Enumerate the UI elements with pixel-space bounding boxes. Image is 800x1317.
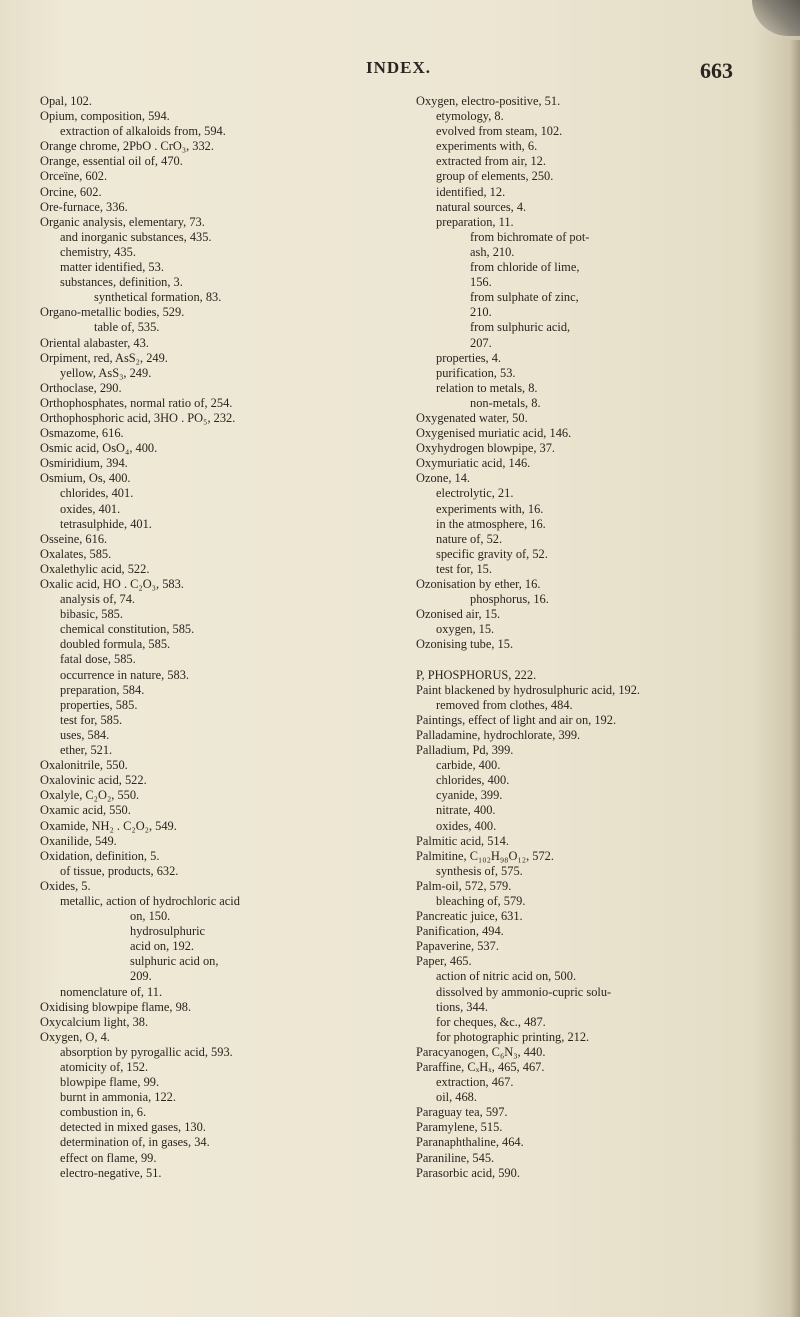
index-entry: chlorides, 401. bbox=[60, 486, 134, 501]
index-entry: Oxalates, 585. bbox=[40, 546, 112, 561]
index-entry: 209. bbox=[130, 969, 152, 984]
index-entry: properties, 585. bbox=[60, 697, 138, 712]
index-entry: properties, 4. bbox=[436, 350, 502, 365]
index-entry: Paint blackened by hydrosulphuric acid, 192. bbox=[416, 682, 641, 697]
index-entry: Oxalyle, C₂O₂, 550. bbox=[40, 788, 140, 803]
index-entry: 156. bbox=[470, 275, 492, 290]
index-entry: for photographic printing, 212. bbox=[436, 1029, 590, 1044]
index-entry: effect on flame, 99. bbox=[60, 1150, 157, 1165]
index-entry: Opium, composition, 594. bbox=[40, 109, 170, 124]
index-entry: Oxalovinic acid, 522. bbox=[40, 773, 147, 788]
index-entry: Paraguay tea, 597. bbox=[416, 1105, 508, 1120]
index-entry: table of, 535. bbox=[94, 320, 160, 335]
index-entry: etymology, 8. bbox=[436, 109, 504, 124]
index-entry: Oxymuriatic acid, 146. bbox=[416, 456, 531, 471]
index-entry: detected in mixed gases, 130. bbox=[60, 1120, 206, 1135]
index-entry: evolved from steam, 102. bbox=[436, 124, 563, 139]
page-curl bbox=[752, 0, 800, 36]
index-entry: carbide, 400. bbox=[436, 758, 501, 773]
index-entry: Oxycalcium light, 38. bbox=[40, 1014, 149, 1029]
index-entry: sulphuric acid on, bbox=[130, 954, 219, 969]
index-entry: phosphorus, 16. bbox=[470, 592, 549, 607]
index-entry: Paraniline, 545. bbox=[416, 1150, 495, 1165]
index-entry: electro-negative, 51. bbox=[60, 1165, 162, 1180]
index-entry: Palladium, Pd, 399. bbox=[416, 743, 514, 758]
index-entry: Oxidising blowpipe flame, 98. bbox=[40, 999, 192, 1014]
index-entry: oil, 468. bbox=[436, 1090, 477, 1105]
index-entry: Oxamic acid, 550. bbox=[40, 803, 131, 818]
index-entry: Orthoclase, 290. bbox=[40, 380, 122, 395]
index-entry: Oxalic acid, HO . C₂O₃, 583. bbox=[40, 577, 184, 591]
index-entry: oxides, 401. bbox=[60, 501, 121, 516]
index-entry: electrolytic, 21. bbox=[436, 486, 514, 501]
index-entry: Orcine, 602. bbox=[40, 184, 102, 199]
index-entry: nitrate, 400. bbox=[436, 803, 496, 818]
index-entry: Ozonised air, 15. bbox=[416, 607, 501, 622]
index-entry: tions, 344. bbox=[436, 999, 488, 1014]
index-entry: Palmitine, C₁₀₂H₉₈O₁₂, 572. bbox=[416, 848, 554, 863]
index-entry: specific gravity of, 52. bbox=[436, 546, 548, 561]
index-entry: occurrence in nature, 583. bbox=[60, 667, 190, 682]
index-entry: determination of, in gases, 34. bbox=[60, 1135, 210, 1150]
index-entry: on, 150. bbox=[130, 909, 171, 924]
index-entry: Ozonising tube, 15. bbox=[416, 637, 514, 652]
index-entry: blowpipe flame, 99. bbox=[60, 1075, 160, 1090]
index-entry: of tissue, products, 632. bbox=[60, 863, 179, 878]
index-entry: Palmitic acid, 514. bbox=[416, 833, 509, 848]
index-entry: chlorides, 400. bbox=[436, 773, 510, 788]
index-entry: relation to metals, 8. bbox=[436, 380, 538, 395]
index-entry: Oxides, 5. bbox=[40, 878, 91, 893]
index-entry: uses, 584. bbox=[60, 727, 110, 742]
index-entry: group of elements, 250. bbox=[436, 169, 554, 184]
index-entry: burnt in ammonia, 122. bbox=[60, 1090, 176, 1105]
index-entry: absorption by pyrogallic acid, 593. bbox=[60, 1044, 233, 1059]
index-entry: Opal, 102. bbox=[40, 94, 92, 108]
index-entry: Paranaphthaline, 464. bbox=[416, 1135, 524, 1150]
index-entry: Paintings, effect of light and air on, 192. bbox=[416, 712, 617, 727]
index-entry: from sulphuric acid, bbox=[470, 320, 571, 335]
page-header bbox=[0, 58, 800, 88]
index-entry: Oxygenised muriatic acid, 146. bbox=[416, 426, 572, 441]
index-entry: Palladamine, hydrochlorate, 399. bbox=[416, 727, 581, 742]
index-entry: matter identified, 53. bbox=[60, 260, 164, 275]
index-entry: Organic analysis, elementary, 73. bbox=[40, 214, 205, 229]
index-entry: Oxygen, electro-positive, 51. bbox=[416, 94, 561, 108]
index-entry: ash, 210. bbox=[470, 244, 515, 259]
index-entry: Osmic acid, OsO₄, 400. bbox=[40, 441, 158, 456]
index-entry: Orceïne, 602. bbox=[40, 169, 108, 184]
index-entry: Paramylene, 515. bbox=[416, 1120, 503, 1135]
index-entry: Parasorbic acid, 590. bbox=[416, 1165, 520, 1180]
index-entry: Pancreatic juice, 631. bbox=[416, 909, 523, 924]
index-entry: preparation, 584. bbox=[60, 682, 145, 697]
index-entry: Orthophosphates, normal ratio of, 254. bbox=[40, 395, 233, 410]
index-entry: fatal dose, 585. bbox=[60, 652, 136, 667]
index-entry: from sulphate of zinc, bbox=[470, 290, 579, 305]
index-entry: 210. bbox=[470, 305, 492, 320]
index-entry: substances, definition, 3. bbox=[60, 275, 183, 290]
index-entry: Oxalonitrile, 550. bbox=[40, 758, 128, 773]
index-entry: Oxamide, NH₂ . C₂O₂, 549. bbox=[40, 818, 177, 833]
index-entry: test for, 15. bbox=[436, 561, 492, 576]
index-entry: cyanide, 399. bbox=[436, 788, 503, 803]
index-entry: Oxalethylic acid, 522. bbox=[40, 561, 150, 576]
index-entry: Oxygen, O, 4. bbox=[40, 1029, 110, 1044]
index-entry: extracted from air, 12. bbox=[436, 154, 546, 169]
index-entry: from bichromate of pot- bbox=[470, 229, 590, 244]
index-entry: bibasic, 585. bbox=[60, 607, 123, 622]
index-entry: for cheques, &c., 487. bbox=[436, 1014, 546, 1029]
index-entry: chemistry, 435. bbox=[60, 244, 136, 259]
index-entry: action of nitric acid on, 500. bbox=[436, 969, 577, 984]
index-entry: oxides, 400. bbox=[436, 818, 497, 833]
index-entry: synthetical formation, 83. bbox=[94, 290, 222, 305]
index-entry: bleaching of, 579. bbox=[436, 893, 526, 908]
index-entry: Orange, essential oil of, 470. bbox=[40, 154, 183, 169]
index-entry: tetrasulphide, 401. bbox=[60, 516, 152, 531]
index-entry: Palm-oil, 572, 579. bbox=[416, 878, 512, 893]
index-entry: Osmazome, 616. bbox=[40, 426, 124, 441]
index-entry: combustion in, 6. bbox=[60, 1105, 147, 1120]
index-entry: Organo-metallic bodies, 529. bbox=[40, 305, 185, 320]
index-entry: Ore-furnace, 336. bbox=[40, 199, 128, 214]
index-entry: experiments with, 16. bbox=[436, 501, 544, 516]
index-entry: Paper, 465. bbox=[416, 954, 472, 969]
index-entry: identified, 12. bbox=[436, 184, 506, 199]
index-entry: test for, 585. bbox=[60, 712, 123, 727]
index-entry: Osseine, 616. bbox=[40, 531, 108, 546]
index-entry: metallic, action of hydrochloric acid bbox=[60, 893, 240, 908]
index-entry: Oxygenated water, 50. bbox=[416, 410, 528, 425]
index-entry: 207. bbox=[470, 335, 492, 350]
index-entry: Oxidation, definition, 5. bbox=[40, 848, 160, 863]
index-entry: oxygen, 15. bbox=[436, 622, 495, 637]
index-entry: Ozone, 14. bbox=[416, 471, 471, 486]
index-entry: yellow, AsS₃, 249. bbox=[60, 365, 152, 380]
index-entry: Paracyanogen, C₆N₃, 440. bbox=[416, 1044, 546, 1059]
index-entry: hydrosulphuric bbox=[130, 924, 206, 939]
index-entry: P, PHOSPHORUS, 222. bbox=[416, 667, 537, 682]
index-entry: non-metals, 8. bbox=[470, 395, 541, 410]
index-entry: synthesis of, 575. bbox=[436, 863, 523, 878]
index-entry: Panification, 494. bbox=[416, 924, 504, 939]
index-entry: analysis of, 74. bbox=[60, 592, 136, 607]
page-title: INDEX. bbox=[366, 58, 432, 77]
index-column-right bbox=[416, 94, 796, 1181]
index-entry: nomenclature of, 11. bbox=[60, 984, 163, 999]
index-entry: nature of, 52. bbox=[436, 531, 503, 546]
index-entry: acid on, 192. bbox=[130, 939, 195, 954]
index-entry: and inorganic substances, 435. bbox=[60, 229, 212, 244]
index-entry: Orthophosphoric acid, 3HO . PO₅, 232. bbox=[40, 410, 236, 425]
index-entry: Orpiment, red, AsS₂, 249. bbox=[40, 350, 168, 365]
index-entry: atomicity of, 152. bbox=[60, 1060, 149, 1074]
index-entry: Oxyhydrogen blowpipe, 37. bbox=[416, 441, 556, 456]
index-entry: Oxanilide, 549. bbox=[40, 833, 117, 848]
index-entry: from chloride of lime, bbox=[470, 260, 580, 275]
index-entry: chemical constitution, 585. bbox=[60, 622, 195, 637]
index-entry: Osmiridium, 394. bbox=[40, 456, 128, 471]
index-entry: ether, 521. bbox=[60, 743, 113, 758]
index-entry: Oriental alabaster, 43. bbox=[40, 335, 149, 350]
index-entry: Paraffine, CₓHₓ, 465, 467. bbox=[416, 1060, 545, 1074]
index-entry: in the atmosphere, 16. bbox=[436, 516, 546, 531]
index-entry: Osmium, Os, 400. bbox=[40, 471, 131, 486]
index-entry: doubled formula, 585. bbox=[60, 637, 171, 652]
index-entry: dissolved by ammonio-cupric solu- bbox=[436, 984, 612, 999]
index-entry: purification, 53. bbox=[436, 365, 516, 380]
index-entry: natural sources, 4. bbox=[436, 199, 527, 214]
index-entry bbox=[416, 652, 796, 667]
index-entry: Orange chrome, 2PbO . CrO₃, 332. bbox=[40, 139, 214, 154]
index-column-left bbox=[40, 94, 440, 1181]
index-entry: preparation, 11. bbox=[436, 214, 514, 229]
index-entry: experiments with, 6. bbox=[436, 139, 538, 154]
index-entry: Ozonisation by ether, 16. bbox=[416, 577, 541, 591]
index-entry: extraction, 467. bbox=[436, 1075, 514, 1090]
index-entry: Papaverine, 537. bbox=[416, 939, 499, 954]
page-number: 663 bbox=[700, 58, 733, 83]
index-entry: removed from clothes, 484. bbox=[436, 697, 573, 712]
index-entry: extraction of alkaloids from, 594. bbox=[60, 124, 226, 139]
